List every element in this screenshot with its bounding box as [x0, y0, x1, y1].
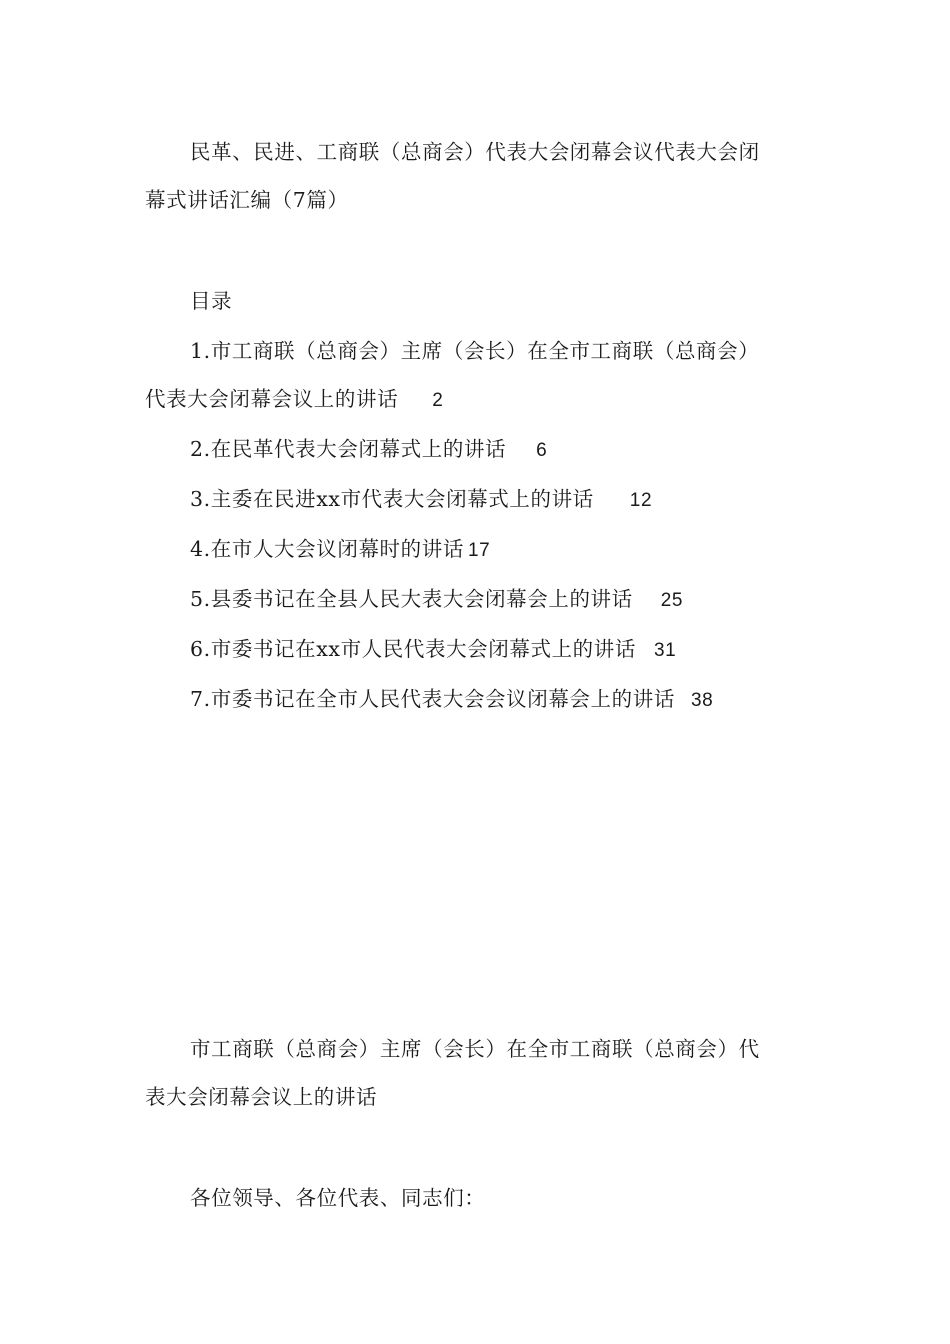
toc-entry-3-label: 3.主委在民进xx市代表大会闭幕式上的讲话 [190, 487, 594, 511]
toc-entry-5-label: 5.县委书记在全县人民大表大会闭幕会上的讲话 [190, 587, 633, 611]
toc-entry-5-page: 25 [660, 590, 684, 611]
toc-entry-2-label: 2.在民革代表大会闭幕式上的讲话 [190, 437, 507, 461]
toc-entry-6[interactable] [190, 636, 676, 664]
toc-entry-5[interactable] [190, 586, 683, 614]
toc-entry-2-page: 6 [536, 440, 548, 461]
toc-entry-7-page: 38 [690, 690, 714, 711]
toc-entry-7-label: 7.市委书记在全市人民代表大会会议闭幕会上的讲话 [190, 687, 675, 711]
toc-entry-6-label: 6.市委书记在xx市人民代表大会闭幕式上的讲话 [190, 637, 636, 661]
toc-entry-4[interactable] [190, 536, 490, 564]
toc-entry-1-page: 2 [432, 390, 444, 411]
toc-entry-4-label: 4.在市人大会议闭幕时的讲话 [190, 537, 464, 561]
toc-entry-2[interactable] [190, 436, 547, 464]
document-title-line-2: 幕式讲话汇编（7篇） [145, 188, 349, 212]
section-title-line-2: 表大会闭幕会议上的讲话 [145, 1085, 378, 1109]
toc-entry-3[interactable] [190, 486, 652, 514]
toc-entry-1-line-2[interactable] [145, 386, 443, 414]
salutation: 各位领导、各位代表、同志们： [190, 1186, 486, 1210]
toc-entry-4-page: 17 [467, 540, 491, 561]
toc-entry-1-label: 代表大会闭幕会议上的讲话 [145, 387, 399, 411]
section-title-line-1: 市工商联（总商会）主席（会长）在全市工商联（总商会）代 [190, 1037, 760, 1061]
toc-entry-1-line-1[interactable]: 1.市工商联（总商会）主席（会长）在全市工商联（总商会） [190, 339, 760, 363]
document-title-line-1: 民革、民进、工商联（总商会）代表大会闭幕会议代表大会闭 [190, 140, 760, 164]
toc-entry-7[interactable] [190, 686, 713, 714]
toc-entry-6-page: 31 [653, 640, 677, 661]
toc-entry-3-page: 12 [629, 490, 653, 511]
toc-heading: 目录 [190, 289, 233, 313]
